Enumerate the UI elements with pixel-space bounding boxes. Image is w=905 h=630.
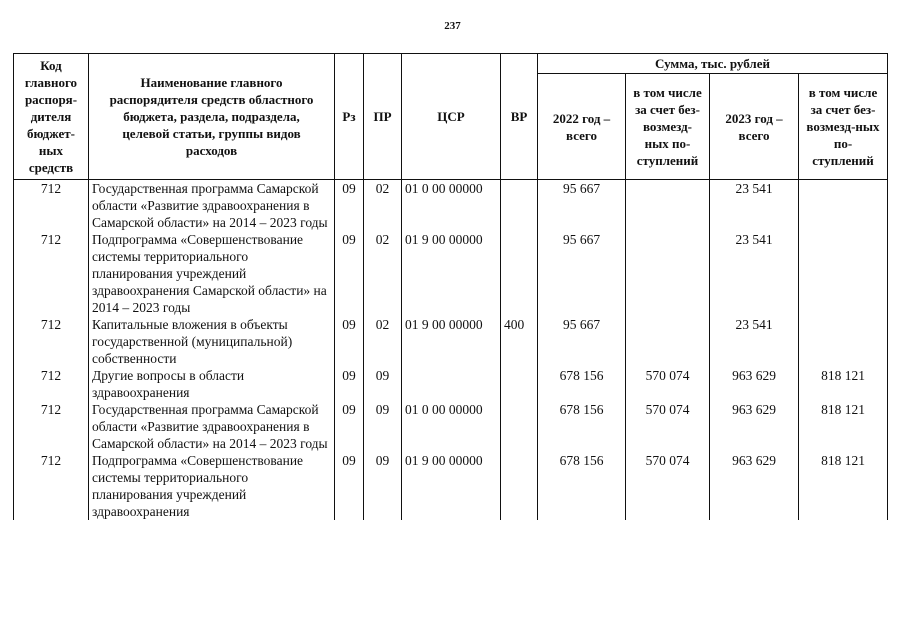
cell-name: Государственная программа Самарской области «Развитие здравоохранения в Самарской области» на 2014 – 2023 годы	[89, 401, 335, 452]
cell-2022-grants: 570 074	[626, 401, 710, 452]
cell-pr: 09	[364, 401, 402, 452]
cell-code: 712	[14, 452, 89, 520]
table-header	[14, 54, 888, 180]
cell-code: 712	[14, 367, 89, 401]
cell-2023-grants	[799, 231, 888, 316]
cell-csr: 01 0 00 00000	[402, 180, 501, 232]
cell-2022-total: 95 667	[538, 316, 626, 367]
cell-vr: 400	[501, 316, 538, 367]
table-row	[14, 452, 888, 520]
cell-2023-total: 963 629	[710, 452, 799, 520]
header-code: Код главного распоря-дителя бюджет-ных средств	[14, 54, 89, 180]
header-sum-group: Сумма, тыс. рублей	[538, 54, 888, 74]
cell-2023-grants	[799, 316, 888, 367]
cell-vr	[501, 367, 538, 401]
cell-pr: 02	[364, 231, 402, 316]
header-name: Наименование главного распорядителя средств областного бюджета, раздела, подраздела, целевой статьи, группы видов расходов	[89, 54, 335, 180]
cell-2022-grants	[626, 316, 710, 367]
cell-name: Государственная программа Самарской области «Развитие здравоохранения в Самарской области» на 2014 – 2023 годы	[89, 180, 335, 232]
table-row	[14, 231, 888, 316]
cell-csr	[402, 367, 501, 401]
cell-code: 712	[14, 316, 89, 367]
header-vr: ВР	[501, 54, 538, 180]
cell-2023-grants	[799, 180, 888, 232]
table-row	[14, 316, 888, 367]
cell-name: Подпрограмма «Совершенствование системы территориального планирования учреждений здравоохранения	[89, 452, 335, 520]
cell-csr: 01 0 00 00000	[402, 401, 501, 452]
cell-2023-grants: 818 121	[799, 401, 888, 452]
cell-2022-total: 678 156	[538, 452, 626, 520]
table-row	[14, 367, 888, 401]
table-body	[14, 180, 888, 521]
cell-code: 712	[14, 401, 89, 452]
table-row	[14, 401, 888, 452]
cell-2022-total: 678 156	[538, 367, 626, 401]
cell-2023-total: 23 541	[710, 180, 799, 232]
cell-vr	[501, 401, 538, 452]
cell-pr: 02	[364, 316, 402, 367]
cell-pr: 02	[364, 180, 402, 232]
cell-2022-grants: 570 074	[626, 367, 710, 401]
cell-2022-total: 95 667	[538, 231, 626, 316]
cell-2023-total: 23 541	[710, 231, 799, 316]
cell-2022-total: 678 156	[538, 401, 626, 452]
cell-csr: 01 9 00 00000	[402, 452, 501, 520]
cell-2023-grants: 818 121	[799, 367, 888, 401]
cell-2022-total: 95 667	[538, 180, 626, 232]
header-pr: ПР	[364, 54, 402, 180]
header-csr: ЦСР	[402, 54, 501, 180]
cell-rz: 09	[335, 231, 364, 316]
cell-name: Другие вопросы в области здравоохранения	[89, 367, 335, 401]
cell-rz: 09	[335, 180, 364, 232]
header-2022-grants: в том числе за счет без-возмезд-ных по-ступлений	[626, 74, 710, 180]
cell-code: 712	[14, 231, 89, 316]
cell-csr: 01 9 00 00000	[402, 231, 501, 316]
cell-vr	[501, 452, 538, 520]
cell-2022-grants	[626, 180, 710, 232]
cell-code: 712	[14, 180, 89, 232]
cell-2023-grants: 818 121	[799, 452, 888, 520]
cell-name: Капитальные вложения в объекты государственной (муниципальной) собственности	[89, 316, 335, 367]
cell-2023-total: 963 629	[710, 401, 799, 452]
cell-2022-grants: 570 074	[626, 452, 710, 520]
budget-table	[13, 53, 888, 520]
cell-csr: 01 9 00 00000	[402, 316, 501, 367]
cell-2022-grants	[626, 231, 710, 316]
cell-vr	[501, 180, 538, 232]
cell-rz: 09	[335, 452, 364, 520]
cell-name: Подпрограмма «Совершенствование системы территориального планирования учреждений здравоохранения Самарской области» на 2014 – 2023 годы	[89, 231, 335, 316]
cell-pr: 09	[364, 452, 402, 520]
cell-rz: 09	[335, 401, 364, 452]
header-2023-grants: в том числе за счет без-возмезд-ных по-ступлений	[799, 74, 888, 180]
cell-rz: 09	[335, 316, 364, 367]
header-2022-total: 2022 год – всего	[538, 74, 626, 180]
table-row	[14, 180, 888, 232]
cell-vr	[501, 231, 538, 316]
cell-rz: 09	[335, 367, 364, 401]
cell-2023-total: 23 541	[710, 316, 799, 367]
header-2023-total: 2023 год – всего	[710, 74, 799, 180]
header-rz: Рз	[335, 54, 364, 180]
page-number: 237	[444, 20, 461, 32]
cell-2023-total: 963 629	[710, 367, 799, 401]
cell-pr: 09	[364, 367, 402, 401]
